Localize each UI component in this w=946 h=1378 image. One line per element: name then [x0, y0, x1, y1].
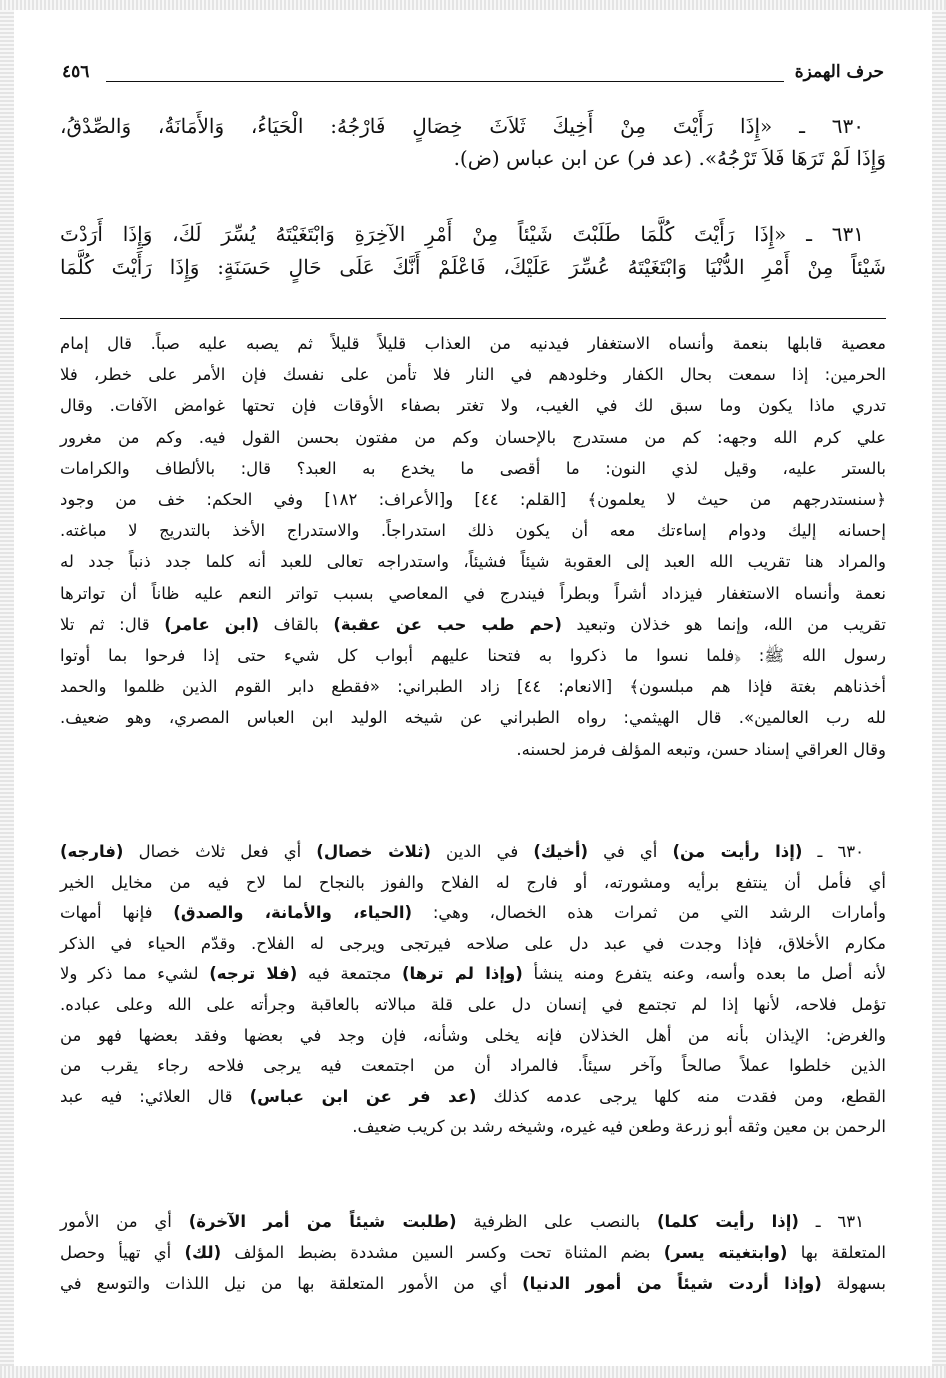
commentary-line: ٦٣٠ ـ (إذا رأيت من) أي في (أخيك) في الدين (ثلاث خصال) أي فعل ثلاث خصال (فارجه): [60, 842, 865, 861]
commentary-line: ٦٣١ ـ (إذا رأيت كلما) بالنصب على الظرفية (طلبت شيئاً من أمر الآخرة) أي من الأمور: [60, 1212, 864, 1231]
chapter-title: حرف الهمزة: [794, 62, 884, 82]
footnote-separator: [60, 318, 886, 319]
commentary-line: لأنه أصل ما بعده وأسه، وعنه يتفرع ومنه ينشأ (وإذا لم ترها) مجتمعة فيه (فلا ترجه) لشيء مما ذكر ولا: [60, 964, 887, 984]
commentary-line: معصية قابلها بنعمة وأنساه الاستغفار فيدنيه من العذاب قليلاً قليلاً ثم يصبه عليه صباً. قال إمام: [60, 334, 886, 353]
scan-edge-top: [0, 0, 946, 10]
matn-line: شَيْئاً مِنْ أَمْرِ الدُّنْيَا وَابْتَغَيْتَهُ عُسِّرَ عَلَيْكَ، فَاعْلَمْ أَنَّكَ عَلَى حَالٍ حَسَنَةٍ: وَإِذَا رَأَيْتَ كُلَّمَا: [60, 255, 886, 279]
commentary-line: القطع، ومن فقدت منه كلها يرجى عدمه كذلك (عد فر عن ابن عباس) قال العلائي: فيه عبد: [60, 1086, 886, 1106]
commentary-line: والغرض: الإيذان بأنه من أهل الخذلان فإنه يخلى وشأنه، فإن وجد في بعضها وفقد بعضها فهو من: [60, 1025, 886, 1045]
commentary-line: المتعلقة بها (وابتغيته يسر) بضم المثناة تحت وكسر السين مشددة بضبط المؤلف (لك) أي تهيأ وحصل: [60, 1243, 886, 1262]
scan-edge-right: [932, 0, 946, 1378]
page-number: ٤٥٦: [62, 62, 90, 82]
commentary-line: ﴿سنستدرجهم من حيث لا يعلمون﴾ [القلم: ٤٤] و[الأعراف: ١٨٢] وفي الحكم: خف من وجود: [60, 490, 886, 509]
commentary-line: علي كرم الله وجهه: كم من مستدرج بالإحسان وكم من مفتون بحسن القول فيه. وكم من مغرور: [60, 427, 886, 447]
running-header: [62, 62, 884, 88]
commentary-line: رسول الله ﷺ: ﴿فلما نسوا ما ذكروا به فتحنا عليهم أبواب كل شيء حتى إذا فرحوا بما أوتوا: [60, 646, 886, 665]
commentary-line: بسهولة (وإذا أردت شيئاً من أمور الدنيا) أي من الأمور المتعلقة بها من نيل اللذات والتوسع في: [60, 1274, 886, 1293]
header-rule: [106, 81, 784, 82]
commentary-line: الذين خلطوا عملاً صالحاً وآخر سيئاً. فالمراد أن من اجتمعت فيه يرجى فلاحه رجاء يقرب من: [60, 1056, 886, 1076]
commentary-line: تقريب من الله، وإنما هو خذلان وتبعيد (حم طب حب عن عقبة) بالقاف (ابن عامر) قال: ثم تلا: [60, 614, 886, 634]
commentary-line: إحسانه إليك ودوام إساءتك معه أن يكون ذلك استدراجاً. والاستدراج الأخذ بالتدريج لا مباغته.: [60, 521, 886, 541]
commentary-line: الحرمين: إذا سمعت بحال الكفار وخلودهم في النار فلا تأمن على نفسك فإن الأمر على خطر، فلا: [60, 365, 886, 385]
scan-edge-bottom: [0, 1366, 946, 1378]
commentary-line: وأمارات الرشد التي من ثمرات هذه الخصال، وهي: (الحياء، والأمانة، والصدق) فإنها أمهات: [60, 903, 886, 923]
commentary-line: وقال العراقي إسناد حسن، وتبعه المؤلف فرمز لحسنه.: [516, 739, 886, 759]
commentary-line: أخذناهم بغتة فإذا هم مبلسون﴾ [الانعام: ٤٤] زاد الطبراني: «فقطع دابر القوم الذين ظلموا والحمد: [60, 677, 887, 697]
commentary-line: الرحمن بن معين وثقه أبو زرعة وطعن فيه غيره، وشيخه رشد بن كريب ضعيف.: [352, 1117, 886, 1137]
commentary-line: تؤمل فلاحه، لأنها إذا لم تجتمع في إنسان دل على قلة مبالاته بالعاقبة وجرأته على الله وعلى عباده.: [60, 995, 886, 1014]
commentary-line: مكارم الأخلاق، فإذا وجدت في عبد دل على صلاحه فيرتجى ويرجى له الفلاح. وقدّم الحياء في الذكر: [60, 933, 886, 953]
commentary-line: نعمة وأنساه الاستغفار فيزداد أشراً وبطراً فيندرج في المعاصي بسبب تواتر النعم عليه ظاناً أن تواترها: [60, 583, 886, 603]
scan-edge-left: [0, 0, 14, 1378]
matn-line: ٦٣٠ ـ «إِذَا رَأَيْتَ مِنْ أَخِيكَ ثَلاَثَ خِصَالٍ فَارْجُهُ: الْحَيَاءُ، وَالأَمَانَةُ، وَالصِّدْقُ،: [60, 114, 864, 138]
commentary-line: تدري ماذا يكون وما سبق لك في الغيب، ولا تغتر بصفاء الأوقات فإن تحتها غوامض الآفات. وقال: [60, 396, 886, 416]
commentary-line: بالستر عليه، وقيل لذي النون: ما أقصى ما يخدع به العبد؟ قال: بالألطاف والكرامات: [60, 458, 886, 478]
matn-line: ٦٣١ ـ «إِذَا رَأَيْتَ كُلَّمَا طَلَبْتَ شَيْئاً مِنْ أَمْرِ الآخِرَةِ وَابْتَغَيْتَهُ يُسِّرَ لَكَ، وَإِذَا أَرَدْتَ: [60, 222, 864, 246]
commentary-line: والمراد هنا تقريب الله العبد إلى العقوبة شيئاً فشيئاً، واستدراجه تعالى للعبد أنه كلما جدد ذنباً جدد له: [60, 552, 886, 572]
commentary-line: لله رب العالمين». قال الهيثمي: رواه الطبراني عن شيخه الوليد ابن العباس المصري، وهو ضعيف.: [60, 708, 886, 728]
matn-line: وَإِذَا لَمْ تَرَهَا فَلاَ تَرْجُهُ». (عد فر) عن ابن عباس (ض).: [453, 146, 886, 170]
commentary-line: أي فأمل أن ينتفع برأيه ومشورته، أو فارج له الفلاح والفوز بالنجاح لما لاح فيه من مخايل الخير: [60, 872, 886, 892]
